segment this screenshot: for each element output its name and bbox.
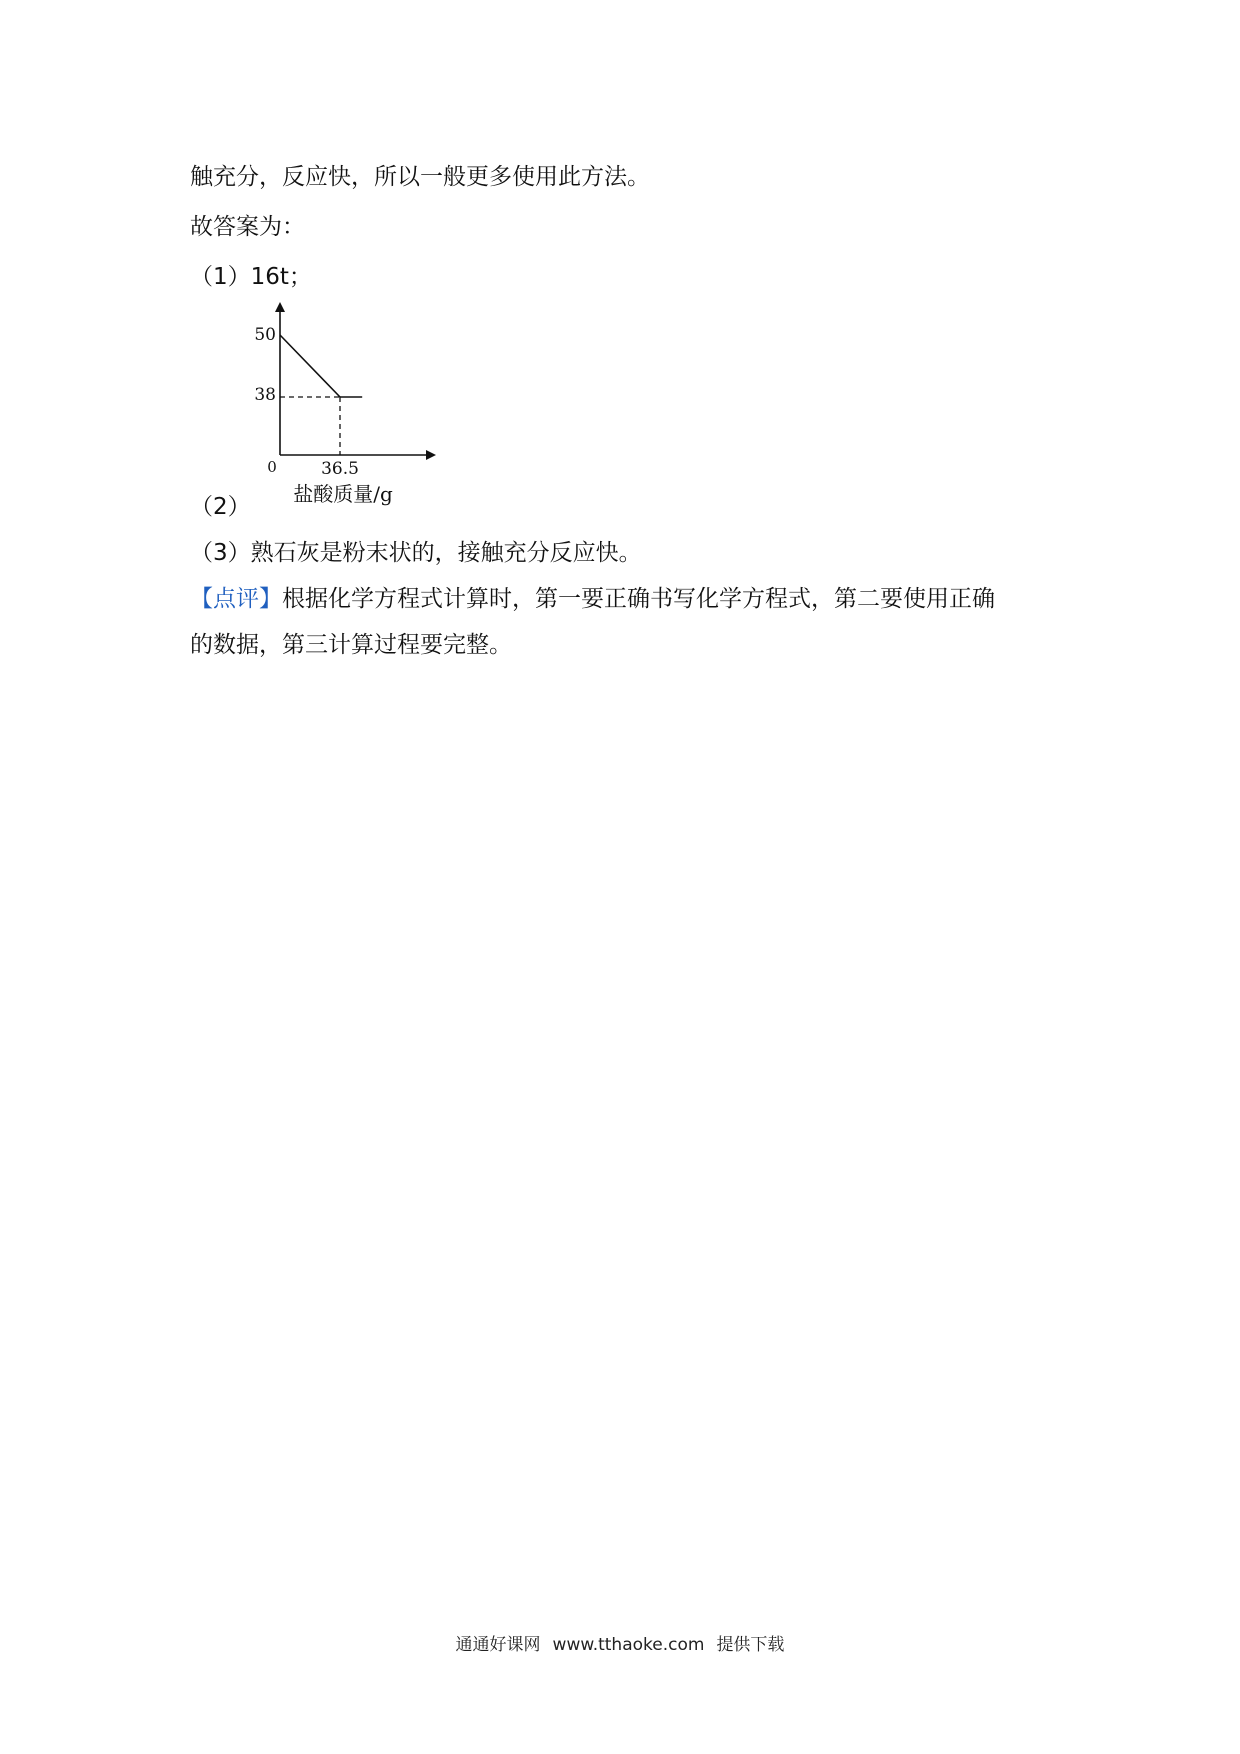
x-axis-label: 盐酸质量/g: [293, 482, 393, 506]
page-footer: [0, 1634, 1240, 1656]
graph-marks: [280, 335, 362, 455]
comment-line-2: 的数据，第三计算过程要完整。: [190, 632, 512, 658]
footer-site-name: 通通好课网: [455, 1635, 541, 1655]
comment-line: [190, 584, 995, 614]
x-tick-label-36-5: 36.5: [321, 459, 359, 479]
footer-url[interactable]: www.tthaoke.com: [552, 1635, 705, 1655]
y-tick-label-50: 50: [254, 325, 276, 345]
y-axis-arrow: [275, 302, 285, 312]
answer-text-line: 触充分，反应快，所以一般更多使用此方法。: [190, 164, 650, 190]
y-tick-label-38: 38: [254, 385, 276, 405]
answer-heading: 故答案为：: [190, 214, 305, 240]
footer-action: 提供下载: [716, 1635, 785, 1655]
x-axis-arrow: [426, 450, 436, 460]
origin-label: 0: [267, 458, 277, 476]
answer-item-1: （1）16t；: [190, 264, 312, 290]
answer-item-3: （3）熟石灰是粉末状的，接触充分反应快。: [190, 540, 642, 566]
comment-text: 根据化学方程式计算时，第一要正确书写化学方程式，第二要使用正确: [282, 586, 995, 612]
graph-axes: [275, 302, 436, 460]
answer-item-2: （2）: [190, 494, 251, 520]
answer-graph: [230, 300, 460, 515]
series-segment-1: [280, 335, 340, 397]
comment-tag: 【点评】: [190, 586, 282, 612]
